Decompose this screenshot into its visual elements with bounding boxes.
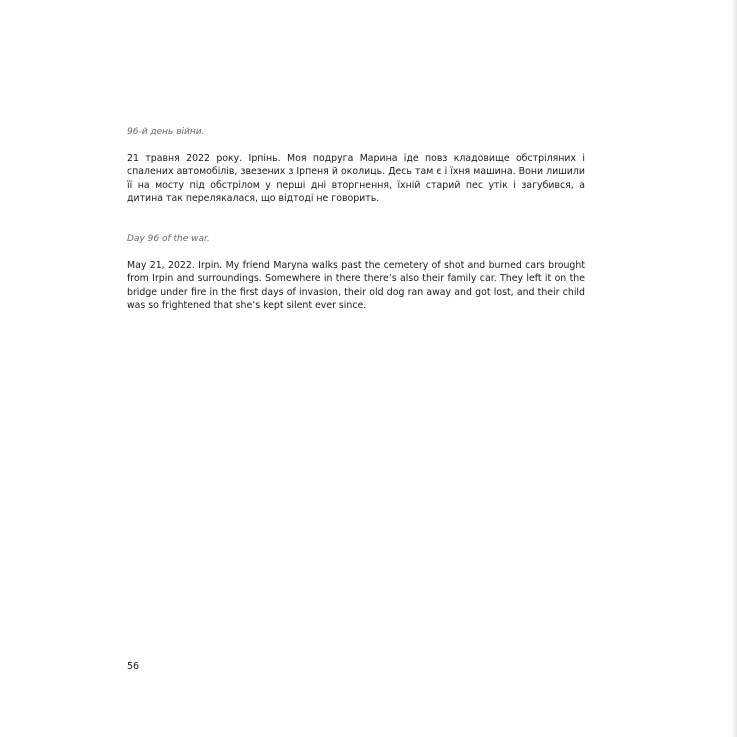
page-edge-shadow <box>731 0 737 737</box>
page-number: 56 <box>127 661 140 672</box>
ukrainian-heading: 96-й день війни. <box>127 127 205 137</box>
english-paragraph: May 21, 2022. Irpin. My friend Maryna walks past the cemetery of shot and burned cars brought from Irpin and surroundings. Somewhere in there there’s also their family car. They left it on the bridge under fire in the first days of invasion, their old dog ran away and got lost, and their child was so frightened that she’s kept silent ever since. <box>127 260 585 311</box>
ukrainian-paragraph: 21 травня 2022 року. Ірпінь. Моя подруга Марина іде повз кладовище обстріляних і спалених автомобілів, звезених з Ірпеня й околиць. Десь там є і їхня машина. Вони лишили її на мосту під обстрілом у перші дні вторгнення, їхній старий пес утік і загубився, а дитина так перелякалася, що відтоді не говорить. <box>127 153 585 204</box>
english-heading: Day 96 of the war. <box>127 234 210 244</box>
